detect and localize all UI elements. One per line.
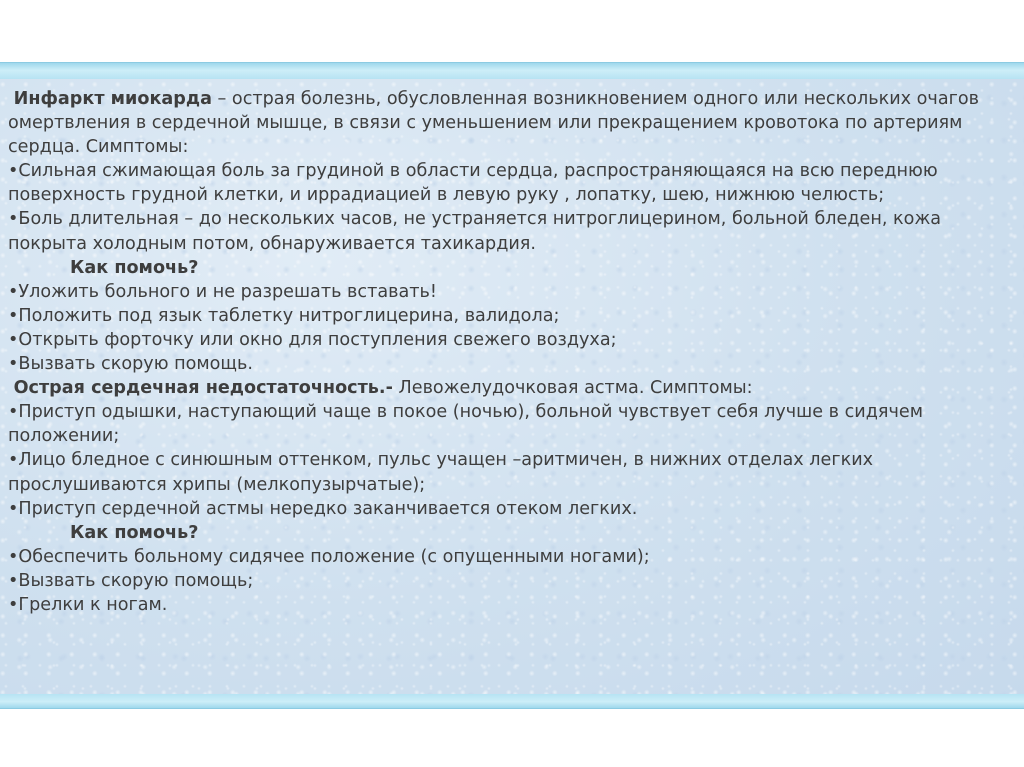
symptom-line: •Боль длительная – до нескольких часов, не устраняется нитроглицерином, больной бледен, кожа	[8, 209, 942, 230]
section2-intro: Левожелудочковая астма. Симптомы:	[392, 378, 753, 399]
symptom-line: •Приступ сердечной астмы нередко заканчивается отеком легких.	[8, 498, 638, 519]
help-heading: Как помочь?	[70, 257, 199, 278]
section1-title: Инфаркт миокарда	[13, 89, 212, 109]
section2-title: Острая сердечная недостаточность.-	[13, 378, 393, 399]
help-item: •Уложить больного и не разрешать вставать!	[8, 281, 437, 302]
symptom-line: •Сильная сжимающая боль за грудиной в области сердца, распространяющаяся на всю переднюю	[8, 161, 938, 182]
symptom-line: положении;	[8, 426, 120, 447]
top-decorative-stripe	[0, 62, 1024, 79]
section1-intro-line: омертвления в сердечной мышце, в связи с уменьшением или прекращением кровотока по артериям	[8, 113, 963, 134]
section1-intro-line: сердца. Симптомы:	[8, 137, 189, 158]
symptom-line: •Приступ одышки, наступающий чаще в покое (ночью), больной чувствует себя лучше в сидячем	[8, 402, 923, 423]
section1-title-line	[8, 87, 1013, 111]
help-item: •Обеспечить больному сидячее положение (с опущенными ногами);	[8, 546, 650, 567]
help-item: •Вызвать скорую помощь;	[8, 570, 254, 591]
help-item: •Положить под язык таблетку нитроглицерина, валидола;	[8, 305, 560, 326]
help-heading: Как помочь?	[70, 522, 199, 543]
help-item: •Вызвать скорую помощь.	[8, 354, 253, 375]
symptom-line: поверхность грудной клетки, и иррадиацией в левую руку , лопатку, шею, нижнюю челюсть;	[8, 185, 885, 206]
bottom-decorative-stripe	[0, 694, 1024, 709]
section2-title-line	[8, 376, 1013, 400]
symptom-line: прослушиваются хрипы (мелкопузырчатые);	[8, 474, 426, 495]
symptom-line: •Лицо бледное с синюшным оттенком, пульс учащен –аритмичен, в нижних отделах легких	[8, 450, 874, 471]
symptom-line: покрыта холодным потом, обнаруживается тахикардия.	[8, 233, 536, 254]
help-item: •Открыть форточку или окно для поступления свежего воздуха;	[8, 329, 617, 350]
help-item: •Грелки к ногам.	[8, 594, 168, 615]
section1-intro: – острая болезнь, обусловленная возникновением одного или нескольких очагов	[211, 89, 979, 109]
slide-text	[8, 87, 1013, 617]
